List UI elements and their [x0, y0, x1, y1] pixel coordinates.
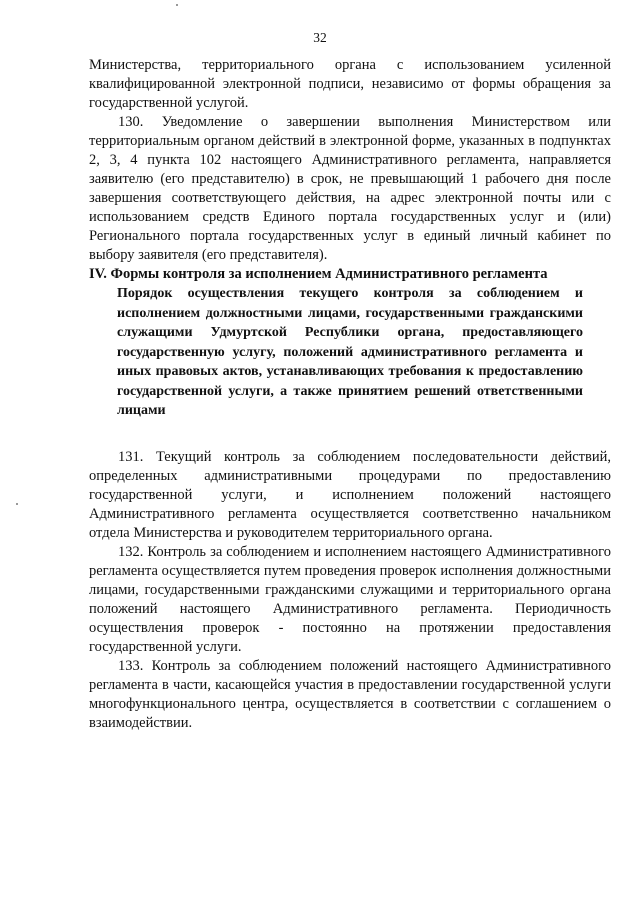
paragraph-133: 133. Контроль за соблюдением положений настоящего Административного регламента в части, касающейся участия в предоставлении государственной услуги многофункционального центра, осуществляется в соответствии с соглашением о взаимодействии. [89, 657, 611, 731]
page-number: 32 [313, 30, 327, 45]
paragraph-continuation: Министерства, территориального органа с использованием усиленной квалифицированной электронной подписи, независимо от формы обращения за государственной услугой. [89, 57, 611, 111]
paragraph-132: 132. Контроль за соблюдением и исполнением настоящего Административного регламента осуществляется путем проведения проверок исполнения должностными лицами, государственными гражданскими служащими и территориального органа положений настоящего Административного регламента. Периодичность осуществления проверок - постоянно на протяжении предоставления государственной услуги. [89, 543, 611, 655]
paragraph-131: 131. Текущий контроль за соблюдением последовательности действий, определенных административными процедурами по предоставлению государственной услуги, и исполнением положений настоящего Административного регламента осуществляется соответственно начальником отдела Министерства и руководителем территориального органа. [89, 448, 611, 541]
document-body [89, 56, 611, 733]
subsection-heading: Порядок осуществления текущего контроля за соблюдением и исполнением должностными лицами, государственными гражданскими служащими Удмуртской Республики органа, предоставляющего государственную услугу, положений административного регламента и иных правовых актов, устанавливающих требования к предоставлению государственной услуги, а также принятием решений ответственными лицами [117, 286, 583, 418]
scan-artifact [176, 4, 178, 6]
scan-artifact [16, 503, 18, 505]
paragraph-130: 130. Уведомление о завершении выполнения Министерством или территориальным органом действий в электронной форме, указанных в подпунктах 2, 3, 4 пункта 102 настоящего Административного регламента, направляется заявителю (его представителю) в срок, не превышающий 1 рабочего дня после завершения соответствующего действия, на адрес электронной почты или с использованием средств Единого портала государственных услуг и (или) Регионального портала государственных услуг в единый личный кабинет по выбору заявителя (его представителя). [89, 114, 611, 263]
section-heading: IV. Формы контроля за исполнением Административного регламента [89, 266, 548, 282]
